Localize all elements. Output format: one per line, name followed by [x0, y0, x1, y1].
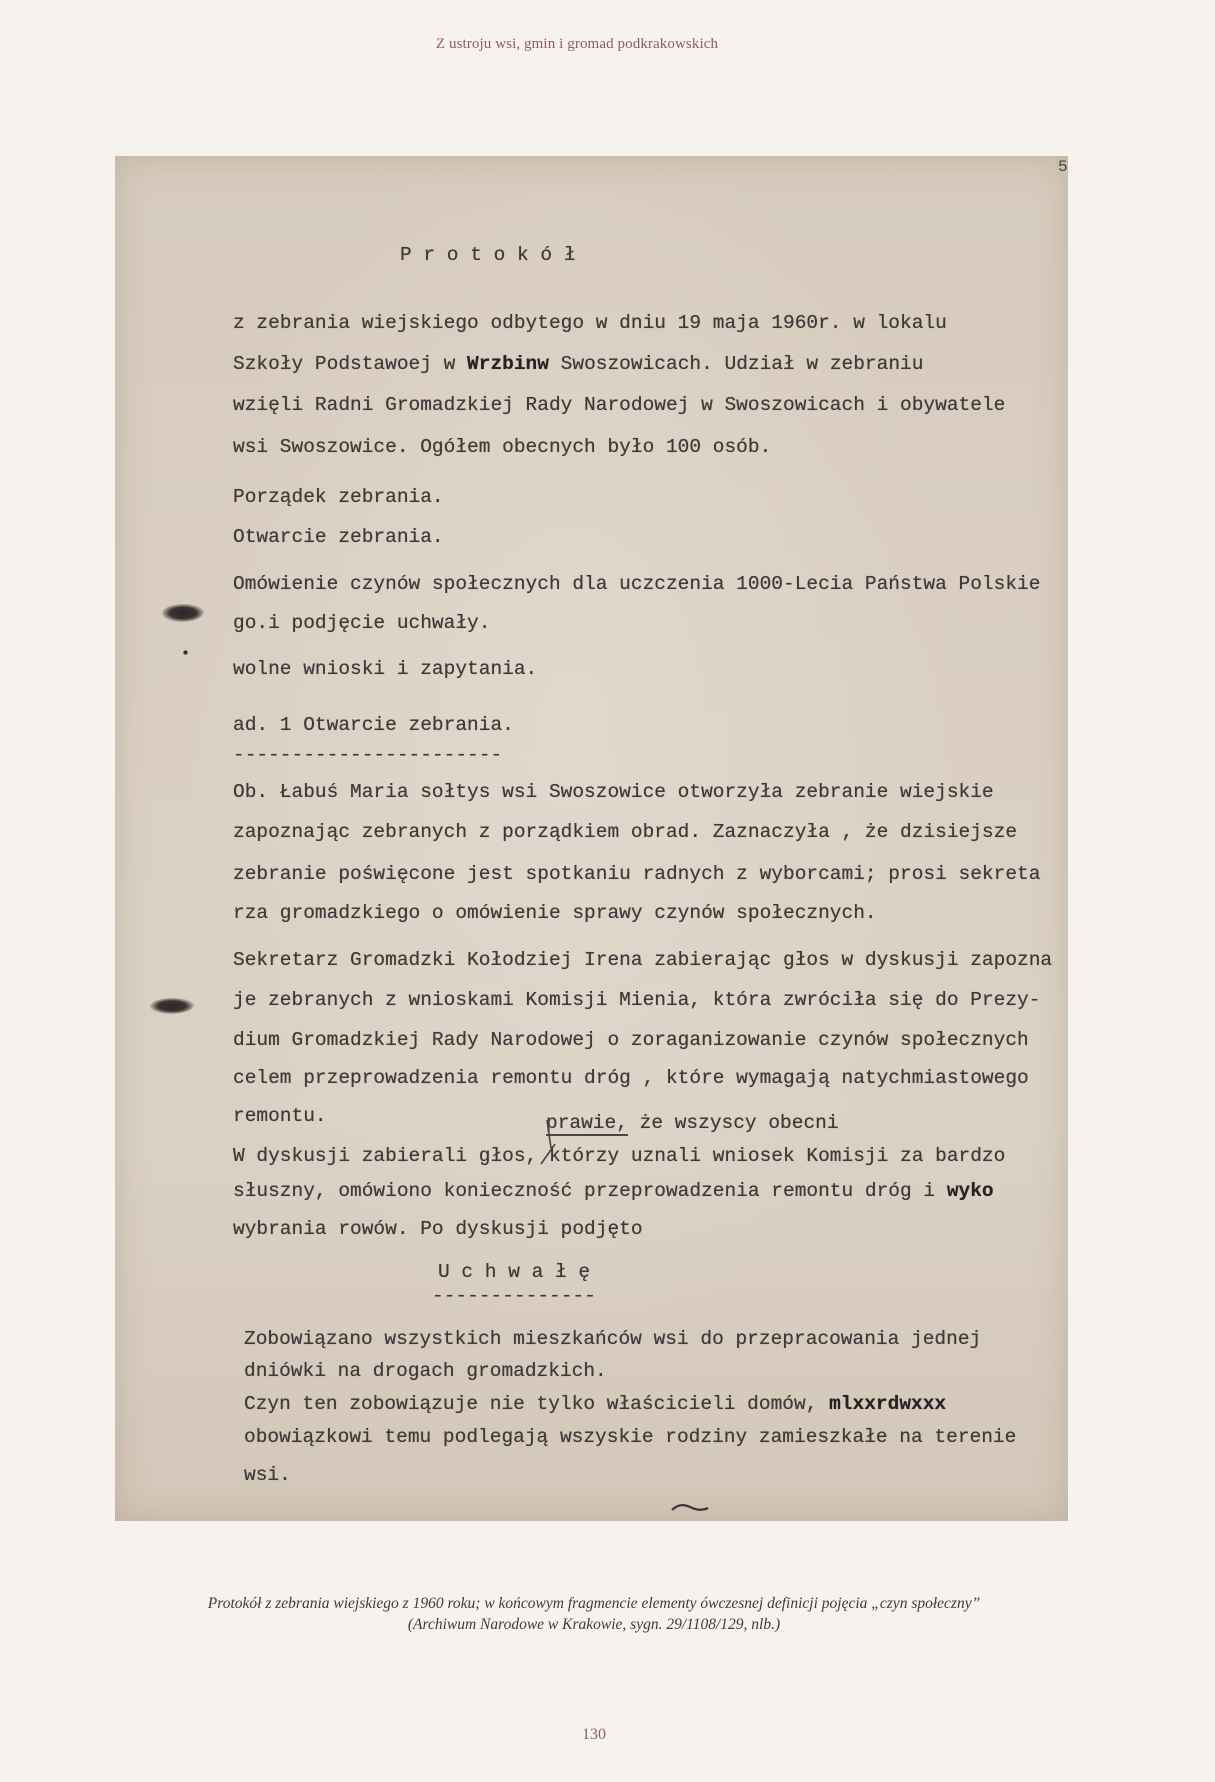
body-line: wybrania rowów. Po dyskusji podjęto: [233, 1218, 643, 1240]
resolution-line: [244, 1392, 946, 1416]
body-line: [233, 1179, 994, 1203]
body-line-text: słuszny, omówiono konieczność przeprowadzenia remontu dróg i: [233, 1180, 947, 1202]
intro-line: z zebrania wiejskiego odbytego w dniu 19 maja 1960r. w lokalu: [233, 312, 947, 334]
resolution-line: wsi.: [244, 1464, 291, 1486]
figure-caption-line-2: (Archiwum Narodowe w Krakowie, sygn. 29/1108/129, nlb.): [407, 1616, 781, 1633]
agenda-item: Otwarcie zebrania.: [233, 526, 444, 548]
document-page-mark: 5: [1058, 158, 1068, 176]
agenda-item: Omówienie czynów społecznych dla uczczenia 1000-Lecia Państwa Polskie: [233, 573, 1041, 595]
resolution-heading-rule: --------------: [432, 1285, 596, 1307]
running-header: Z ustroju wsi, gmin i gromad podkrakowskich: [435, 36, 719, 52]
document-photo: [115, 156, 1068, 1521]
body-line: je zebranych z wnioskami Komisji Mienia, która zwróciła się do Prezy-: [233, 989, 1041, 1011]
intro-line: wzięli Radni Gromadzkiej Rady Narodowej w Swoszowicach i obywatele: [233, 394, 1006, 416]
agenda-item: go.i podjęcie uchwały.: [233, 612, 491, 634]
resolution-line: obowiązkowi temu podlegają wszyskie rodziny zamieszkałe na terenie: [244, 1426, 1017, 1448]
document-title: P r o t o k ó ł: [400, 244, 576, 266]
figure-caption-line-1: Protokół z zebrania wiejskiego z 1960 roku; w końcowym fragmencie elementy ówczesnej definicji pojęcia „czyn społeczny”: [207, 1595, 981, 1612]
punch-hole-smudge: [150, 998, 194, 1014]
resolution-heading: U c h w a ł ę: [438, 1261, 591, 1283]
overtyped-word: wyko: [946, 1180, 994, 1202]
inserted-correction: prawie, że wszyscy obecni: [546, 1112, 839, 1134]
paper-tear-mark-icon: [670, 1500, 710, 1516]
overtyped-word: Wrzbinw: [467, 353, 549, 375]
body-line: rza gromadzkiego o omówienie sprawy czynów społecznych.: [233, 902, 877, 924]
intro-line-text: Swoszowicach. Udział w zebraniu: [548, 353, 924, 375]
intro-line-text: Szkoły Podstawoej w: [233, 353, 468, 375]
page-number: 130: [582, 1726, 606, 1743]
ink-dot-smudge: [183, 650, 188, 655]
body-line: dium Gromadzkiej Rady Narodowej o zoraganizowanie czynów społecznych: [233, 1029, 1029, 1051]
punch-hole-smudge: [162, 604, 204, 622]
section-heading: ad. 1 Otwarcie zebrania.: [233, 714, 514, 736]
body-line: zapoznając zebranych z porządkiem obrad. Zaznaczyła , że dzisiejsze: [233, 821, 1018, 843]
intro-line: wsi Swoszowice. Ogółem obecnych było 100 osób.: [233, 436, 772, 458]
overtyped-word: mlxxrdwxxx: [829, 1393, 947, 1415]
body-line: Sekretarz Gromadzki Kołodziej Irena zabierając głos w dyskusji zapozna: [233, 949, 1053, 971]
resolution-line: dniówki na drogach gromadzkich.: [244, 1360, 607, 1382]
body-line: celem przeprowadzenia remontu dróg , które wymagają natychmiastowego: [233, 1067, 1029, 1089]
body-line: remontu.: [233, 1105, 327, 1127]
agenda-heading: Porządek zebrania.: [233, 486, 444, 508]
body-line: zebranie poświęcone jest spotkaniu radnych z wyborcami; prosi sekreta: [233, 863, 1041, 885]
resolution-line-text: Czyn ten zobowiązuje nie tylko właścicieli domów,: [244, 1393, 830, 1415]
intro-line: [233, 352, 923, 376]
agenda-item: wolne wnioski i zapytania.: [233, 658, 538, 680]
body-line: W dyskusji zabierali głos, którzy uznali wniosek Komisji za bardzo: [233, 1145, 1006, 1167]
section-heading-rule: -----------------------: [233, 744, 503, 766]
body-line: Ob. Łabuś Maria sołtys wsi Swoszowice otworzyła zebranie wiejskie: [233, 781, 994, 803]
resolution-line: Zobowiązano wszystkich mieszkańców wsi do przepracowania jednej: [244, 1328, 982, 1350]
